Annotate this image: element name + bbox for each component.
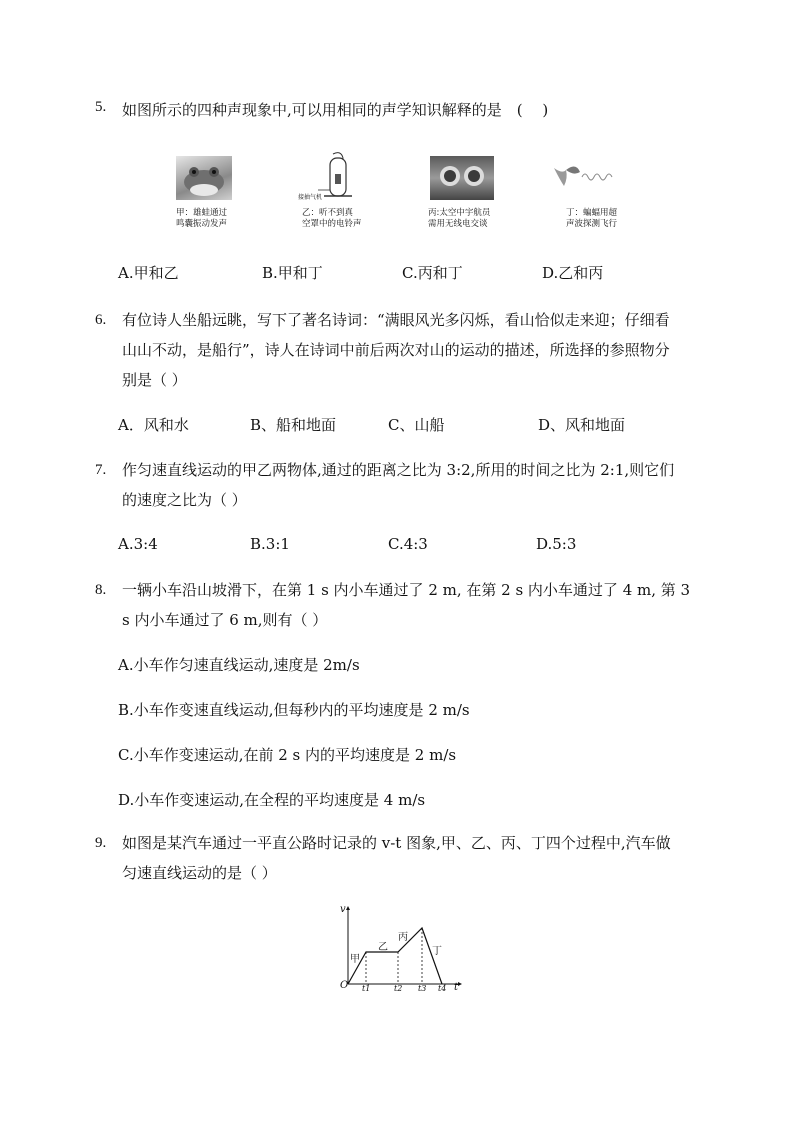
q6-option-c[interactable]: C、山船 <box>388 416 445 434</box>
q6-option-a[interactable]: A．风和水 <box>118 416 189 434</box>
q5-option-a[interactable]: A.甲和乙 <box>118 264 179 282</box>
question-8-line-1: 一辆小车沿山坡滑下，在第 1 s 内小车通过了 2 m, 在第 2 s 内小车通过了 4 m, 第 3 <box>122 581 691 599</box>
t-axis-label: t <box>454 982 459 993</box>
astronaut-image <box>430 156 494 200</box>
bat-image <box>552 160 618 194</box>
segment-ding-label: 丁 <box>432 946 442 957</box>
q6-option-b[interactable]: B、船和地面 <box>250 416 337 434</box>
t1-label: t1 <box>362 984 371 993</box>
t3-label: t3 <box>418 984 427 993</box>
q7-option-a[interactable]: A.3:4 <box>118 535 158 553</box>
caption-line: 鸣囊振动发声 <box>176 219 228 229</box>
segment-yi-label: 乙 <box>378 942 388 953</box>
question-7-line-1: 作匀速直线运动的甲乙两物体,通过的距离之比为 3:2,所用的时间之比为 2:1,则它们 <box>122 461 675 479</box>
question-5-number: 5. <box>95 99 107 115</box>
q5-option-b[interactable]: B.甲和丁 <box>262 264 323 282</box>
segment-jia-label: 甲 <box>350 954 360 965</box>
q7-option-b[interactable]: B.3:1 <box>250 535 290 553</box>
q8-option-b[interactable]: B.小车作变速直线运动,但每秒内的平均速度是 2 m/s <box>118 701 470 719</box>
q7-option-c[interactable]: C.4:3 <box>388 535 428 553</box>
caption-line: 丙:太空中宇航员 <box>428 208 491 218</box>
q7-option-d[interactable]: D.5:3 <box>536 535 577 553</box>
frog-image <box>176 156 232 200</box>
figure-jia-caption <box>176 208 227 230</box>
question-8-number: 8. <box>95 582 107 598</box>
question-7-number: 7. <box>95 462 107 478</box>
question-8-line-2: s 内小车通过了 6 m,则有（ ） <box>122 611 328 629</box>
vt-line <box>348 928 442 984</box>
q8-option-d[interactable]: D.小车作变速运动,在全程的平均速度是 4 m/s <box>118 791 426 809</box>
q8-option-c[interactable]: C.小车作变速运动,在前 2 s 内的平均速度是 2 m/s <box>118 746 457 764</box>
figure-yi-caption <box>302 208 362 230</box>
question-5-stem: 如图所示的四种声现象中,可以用相同的声学知识解释的是 ( ) <box>122 101 549 119</box>
figure-ding-caption <box>566 208 617 230</box>
question-6-line-3: 别是（ ） <box>122 371 187 389</box>
caption-line: 需用无线电交谈 <box>428 219 488 229</box>
pump-label: 接抽气机 <box>298 194 323 201</box>
segment-bing-label: 丙 <box>398 932 408 943</box>
question-9-line-2: 匀速直线运动的是（ ） <box>122 864 277 882</box>
y-axis-arrow <box>346 906 350 910</box>
question-6-line-2: 山山不动，是船行”，诗人在诗词中前后两次对山的运动的描述，所选择的参照物分 <box>122 341 670 359</box>
question-7-line-2: 的速度之比为（ ） <box>122 491 247 509</box>
q5-option-c[interactable]: C.丙和丁 <box>402 264 463 282</box>
question-6-number: 6. <box>95 312 107 328</box>
question-9-line-1: 如图是某汽车通过一平直公路时记录的 v-t 图象,甲、乙、丙、丁四个过程中,汽车做 <box>122 834 671 852</box>
x-axis-arrow <box>458 982 462 986</box>
caption-line: 乙：听不到真 <box>302 208 354 218</box>
v-axis-label: v <box>340 904 346 915</box>
q6-option-d[interactable]: D、风和地面 <box>538 416 626 434</box>
question-6-line-1: 有位诗人坐船远眺，写下了著名诗词：“满眼风光多闪烁，看山恰似走来迎；仔细看 <box>122 311 670 329</box>
vt-graph <box>336 904 466 1000</box>
t2-label: t2 <box>394 984 403 993</box>
caption-line: 丁：蝙蝠用超 <box>566 208 618 218</box>
caption-line: 甲：雄蛙通过 <box>176 208 228 218</box>
bell-jar-image <box>300 150 370 206</box>
question-9-number: 9. <box>95 835 107 851</box>
t4-label: t4 <box>438 984 447 993</box>
q8-option-a[interactable]: A.小车作匀速直线运动,速度是 2m/s <box>118 656 360 674</box>
figure-bing-caption <box>428 208 490 230</box>
origin-label: O <box>340 980 349 991</box>
caption-line: 声波探测飞行 <box>566 219 618 229</box>
caption-line: 空罩中的电铃声 <box>302 219 362 229</box>
q5-option-d[interactable]: D.乙和丙 <box>542 264 604 282</box>
